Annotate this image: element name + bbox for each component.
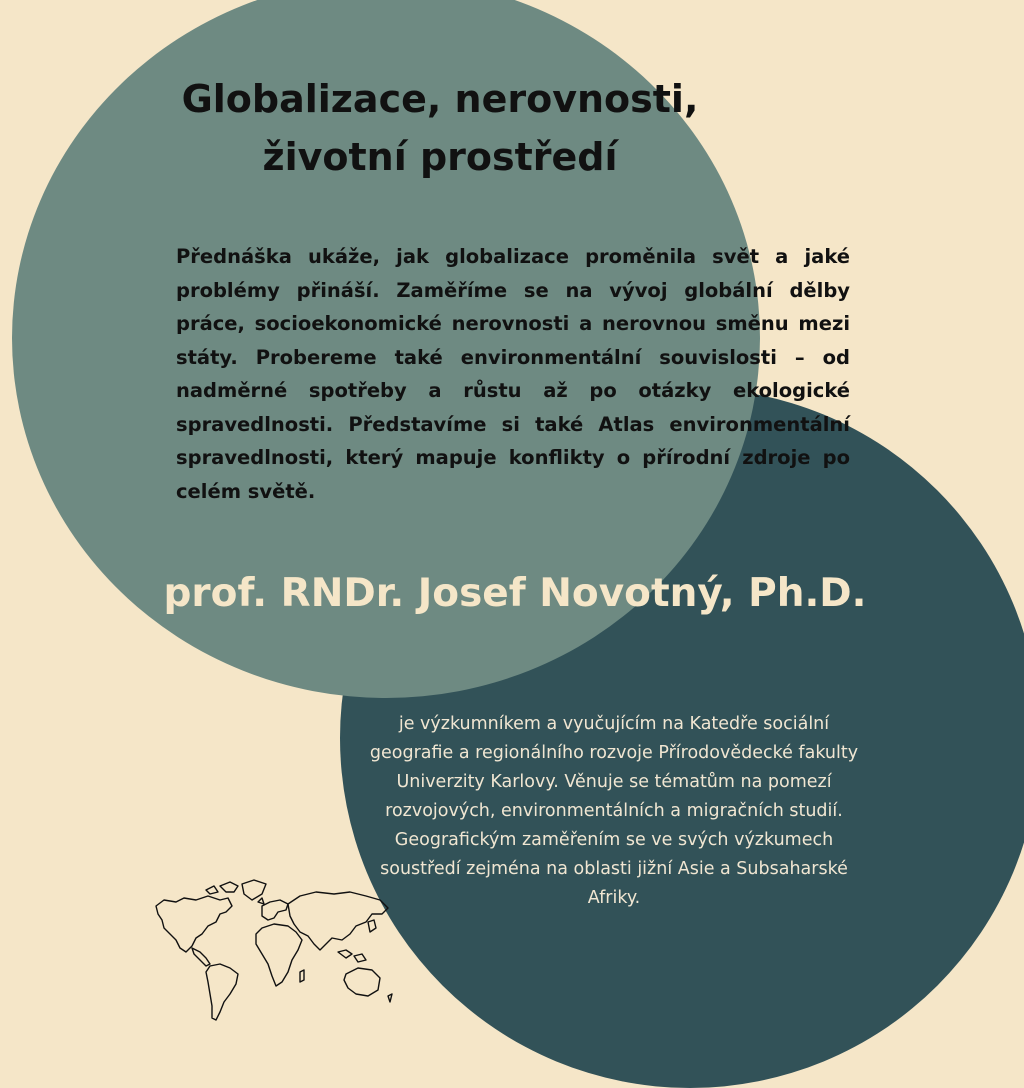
lecture-title-line-1: Globalizace, nerovnosti, [181,77,699,121]
speaker-name: prof. RNDr. Josef Novotný, Ph.D. [163,571,867,616]
lecture-title [150,70,730,186]
lecture-abstract: Přednáška ukáže, jak globalizace proměnila svět a jaké problémy přináší. Zaměříme se na vývoj globální dělby práce, socioekonomické nerovnosti a nerovnou směnu mezi státy. Probereme také environmentální souvislosti – od nadměrné spotřeby a růstu až po otázky ekologické spravedlnosti. Představíme si také Atlas environmentální spravedlnosti, který mapuje konflikty o přírodní zdroje po celém světě. [176,245,850,503]
lecture-title-line-2: životní prostředí [262,135,618,179]
world-map-icon [150,878,400,1024]
speaker-bio: je výzkumníkem a vyučujícím na Katedře sociální geografie a regionálního rozvoje Přírodovědecké fakulty Univerzity Karlovy. Věnuje se tématům na pomezí rozvojových, environmentálních a migračních studií. Geografickým zaměřením se ve svých výzkumech soustředí zejména na oblasti jižní Asie a Subsaharské Afriky. [369,714,859,908]
